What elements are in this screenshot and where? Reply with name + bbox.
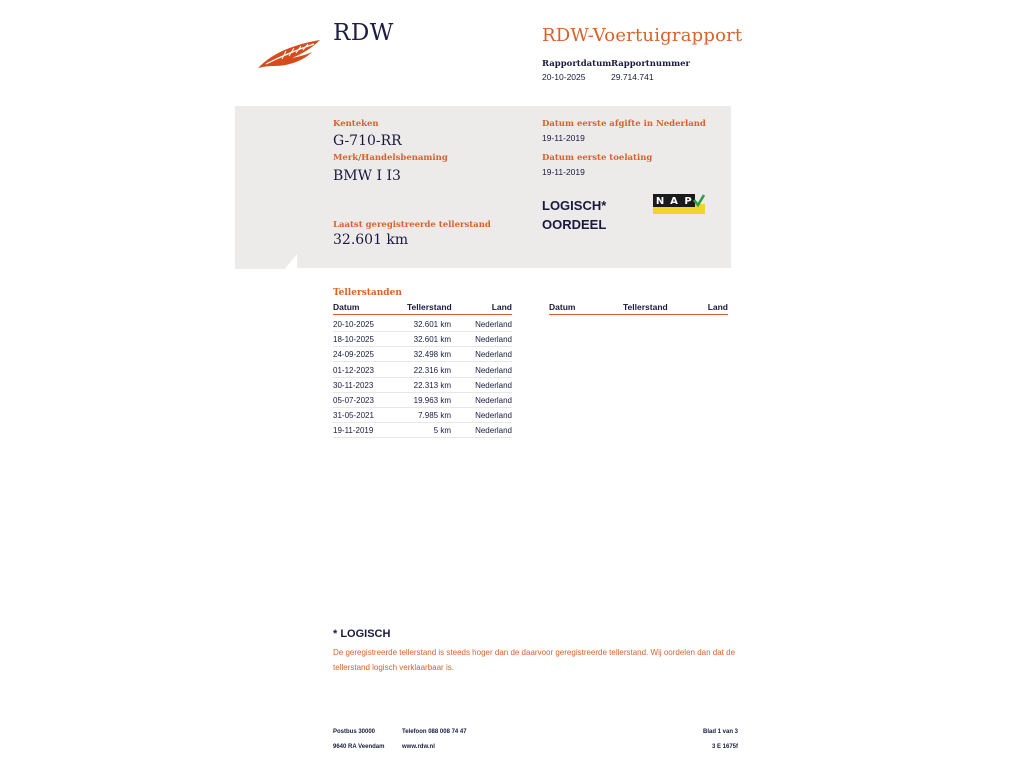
kenteken-value: G-710-RR xyxy=(333,133,402,149)
rapportnummer-value: 29.714.741 xyxy=(611,72,654,82)
cell-datum: 31-05-2021 xyxy=(333,411,374,421)
oordeel-badge xyxy=(542,196,606,234)
footer-website[interactable]: www.rdw.nl xyxy=(402,744,435,750)
table-header xyxy=(333,302,512,315)
brand-name: RDW xyxy=(333,20,394,46)
cell-land: Nederland xyxy=(475,365,512,375)
header-datum-right: Datum xyxy=(549,302,576,312)
cell-datum: 24-09-2025 xyxy=(333,350,374,360)
table-row xyxy=(333,408,512,423)
cell-tellerstand: 22.316 km xyxy=(413,365,451,375)
table-header-right xyxy=(549,302,728,315)
cell-tellerstand: 32.498 km xyxy=(413,350,451,360)
tellerstand-value: 32.601 km xyxy=(333,232,409,248)
footer-code: 3 E 1675f xyxy=(711,744,738,750)
cell-tellerstand: 22.313 km xyxy=(413,380,451,390)
header-tellerstand-right: Tellerstand xyxy=(623,302,668,312)
header-tellerstand: Tellerstand xyxy=(407,302,452,312)
cell-land: Nederland xyxy=(475,320,512,329)
header-datum: Datum xyxy=(333,302,360,312)
merk-label: Merk/Handelsbenaming xyxy=(333,153,448,163)
cell-land: Nederland xyxy=(475,380,512,390)
header-land-right: Land xyxy=(707,302,728,312)
table-row xyxy=(333,378,512,393)
svg-text:A: A xyxy=(670,196,678,207)
toelating-value: 19-11-2019 xyxy=(542,167,585,177)
vehicle-summary-panel xyxy=(235,106,731,268)
footer-postbus: Postbus 30000 xyxy=(333,729,376,735)
merk-value: BMW I I3 xyxy=(333,168,401,184)
cell-tellerstand: 7.985 km xyxy=(418,411,451,421)
svg-text:N: N xyxy=(655,196,665,207)
footnote-text: De geregistreerde tellerstand is steeds hoger dan de daarvoor geregistreerde tellerstand. Wij oordelen dan dat de tellerstand logisch verklaarbaar is. xyxy=(333,648,736,672)
afgifte-label: Datum eerste afgifte in Nederland xyxy=(542,119,706,129)
cell-tellerstand: 32.601 km xyxy=(413,320,451,329)
svg-text:P: P xyxy=(684,196,692,207)
footer-adres: 9640 RA Veendam xyxy=(333,744,385,750)
tellerstanden-table-left xyxy=(333,302,512,442)
cell-tellerstand: 19.963 km xyxy=(413,396,451,405)
cell-tellerstand: 32.601 km xyxy=(413,335,451,345)
table-row xyxy=(333,423,512,438)
cell-tellerstand: 5 km xyxy=(433,426,451,436)
cell-datum: 30-11-2023 xyxy=(333,380,374,390)
cell-land: Nederland xyxy=(475,350,512,360)
cell-land: Nederland xyxy=(475,426,512,436)
tellerstanden-title: Tellerstanden xyxy=(333,288,402,298)
afgifte-value: 19-11-2019 xyxy=(542,133,585,143)
footnote-title: * LOGISCH xyxy=(333,628,391,640)
table-row xyxy=(333,332,512,347)
cell-land: Nederland xyxy=(475,411,512,421)
cell-datum: 20-10-2025 xyxy=(333,320,374,329)
panel-corner-cut xyxy=(235,254,297,269)
report-title: RDW-Voertuigrapport xyxy=(542,25,743,46)
rdw-logo-icon xyxy=(256,30,324,72)
table-row xyxy=(333,363,512,378)
table-row xyxy=(333,393,512,408)
nap-logo-icon xyxy=(653,194,705,214)
cell-datum: 01-12-2023 xyxy=(333,365,374,375)
rapportdatum-value: 20-10-2025 xyxy=(542,72,586,82)
table-row xyxy=(333,347,512,362)
footer-page-number: Blad 1 van 3 xyxy=(702,729,738,735)
tellerstanden-table-right xyxy=(549,302,728,318)
toelating-label: Datum eerste toelating xyxy=(542,153,653,163)
rapportnummer-label: Rapportnummer xyxy=(611,59,690,69)
table-row xyxy=(333,317,512,332)
cell-land: Nederland xyxy=(475,335,512,345)
oordeel-line-1: LOGISCH* xyxy=(542,198,607,213)
header-land: Land xyxy=(491,302,512,312)
tellerstand-label: Laatst geregistreerde tellerstand xyxy=(333,220,491,230)
cell-land: Nederland xyxy=(475,396,512,405)
footer-telefoon: Telefoon 088 008 74 47 xyxy=(402,729,467,735)
cell-datum: 19-11-2019 xyxy=(333,426,374,436)
cell-datum: 05-07-2023 xyxy=(333,396,374,405)
rapportdatum-label: Rapportdatum xyxy=(542,59,612,69)
kenteken-label: Kenteken xyxy=(333,119,379,129)
oordeel-line-2: OORDEEL xyxy=(542,217,607,232)
cell-datum: 18-10-2025 xyxy=(333,335,374,345)
